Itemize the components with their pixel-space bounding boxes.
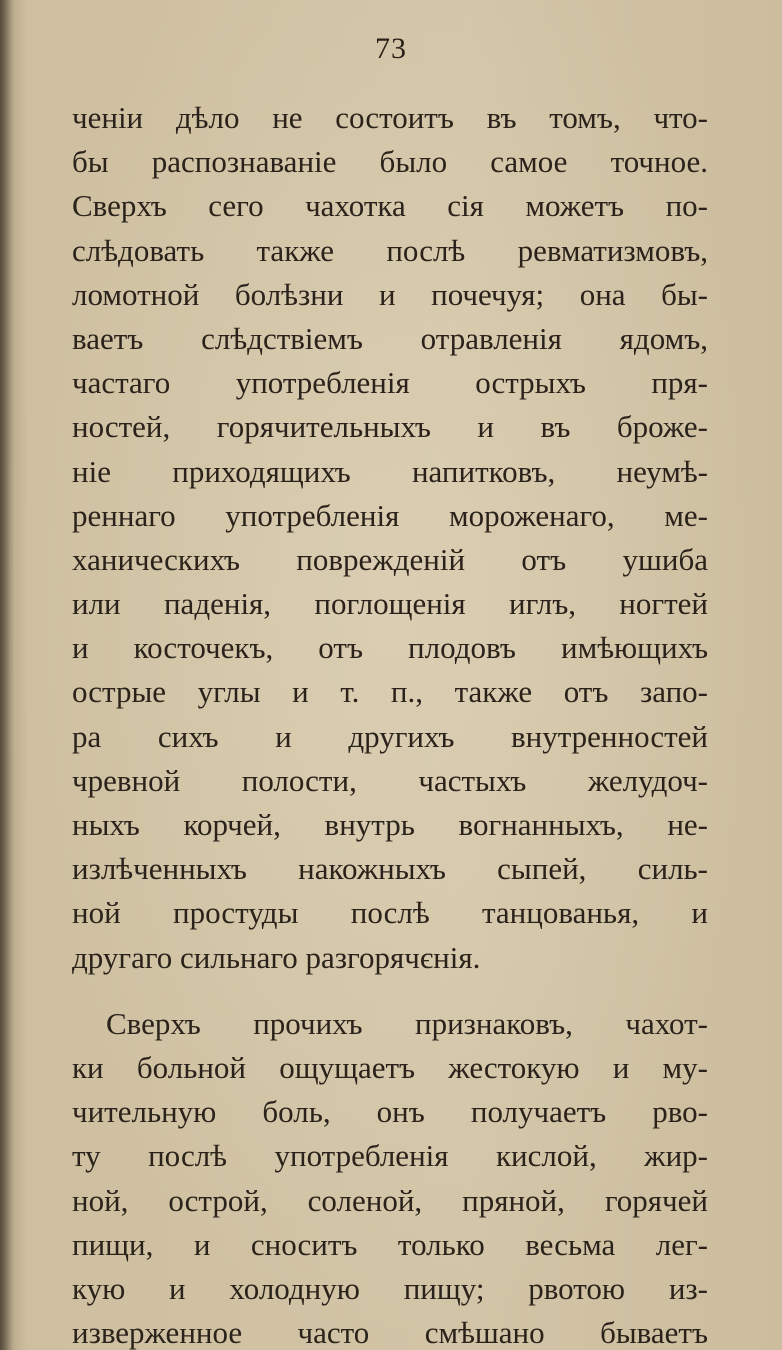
text-line: ченіи дѣло не состоитъ въ томъ, что-	[72, 100, 708, 135]
body-text	[72, 96, 708, 1350]
text-line: другаго сильнаго разгорячєнія.	[72, 939, 481, 975]
page-number: 73	[375, 32, 407, 65]
text-line: острые углы и т. п., также отъ запо-	[72, 674, 708, 710]
text-line: Сверхъ сего чахотка сія можетъ по-	[72, 188, 708, 224]
text-line: ваетъ слѣдствіемъ отравленія ядомъ,	[72, 320, 708, 356]
text-line: ной, острой, соленой, пряной, горячей	[72, 1182, 708, 1218]
text-line: изверженное часто смѣшано бываетъ	[72, 1315, 708, 1350]
text-line: и косточекъ, отъ плодовъ имѣющихъ	[72, 630, 708, 666]
text-line: ту послѣ употребленія кислой, жир-	[72, 1138, 708, 1174]
text-line: Сверхъ прочихъ признаковъ, чахот-	[106, 1005, 708, 1041]
text-line: ра сихъ и другихъ внутренностей	[72, 718, 708, 754]
text-line: бы распознаваніе было самое точное.	[72, 144, 708, 180]
text-line: реннаго употребленія мороженаго, ме-	[72, 497, 708, 533]
text-line: излѣченныхъ накожныхъ сыпей, силь-	[72, 851, 708, 887]
spine-shadow	[0, 0, 14, 1350]
text-line: кую и холодную пищу; рвотою из-	[72, 1270, 708, 1306]
text-line: чревной полости, частыхъ желудоч-	[72, 762, 708, 798]
text-line: ностей, горячительныхъ и въ броже-	[72, 409, 708, 445]
text-line: чительную боль, онъ получаетъ рво-	[72, 1094, 708, 1130]
text-line: ломотной болѣзни и почечуя; она бы-	[72, 276, 708, 312]
text-line: ныхъ корчей, внутрь вогнанныхъ, не-	[72, 807, 708, 842]
text-line: слѣдовать также послѣ ревматизмовъ,	[72, 232, 708, 268]
text-line: ной простуды послѣ танцованья, и	[72, 895, 708, 931]
paragraph-gap	[72, 980, 708, 1002]
text-line: ханическихъ поврежденій отъ ушиба	[72, 541, 708, 577]
text-line: ніе приходящихъ напитковъ, неумѣ-	[72, 453, 708, 489]
text-line: или паденія, поглощенія иглъ, ногтей	[72, 586, 708, 622]
text-line: частаго употребленія острыхъ пря-	[72, 365, 708, 401]
text-line: ки больной ощущаетъ жестокую и му-	[72, 1049, 708, 1085]
text-line: пищи, и сноситъ только весьма лег-	[72, 1226, 708, 1262]
